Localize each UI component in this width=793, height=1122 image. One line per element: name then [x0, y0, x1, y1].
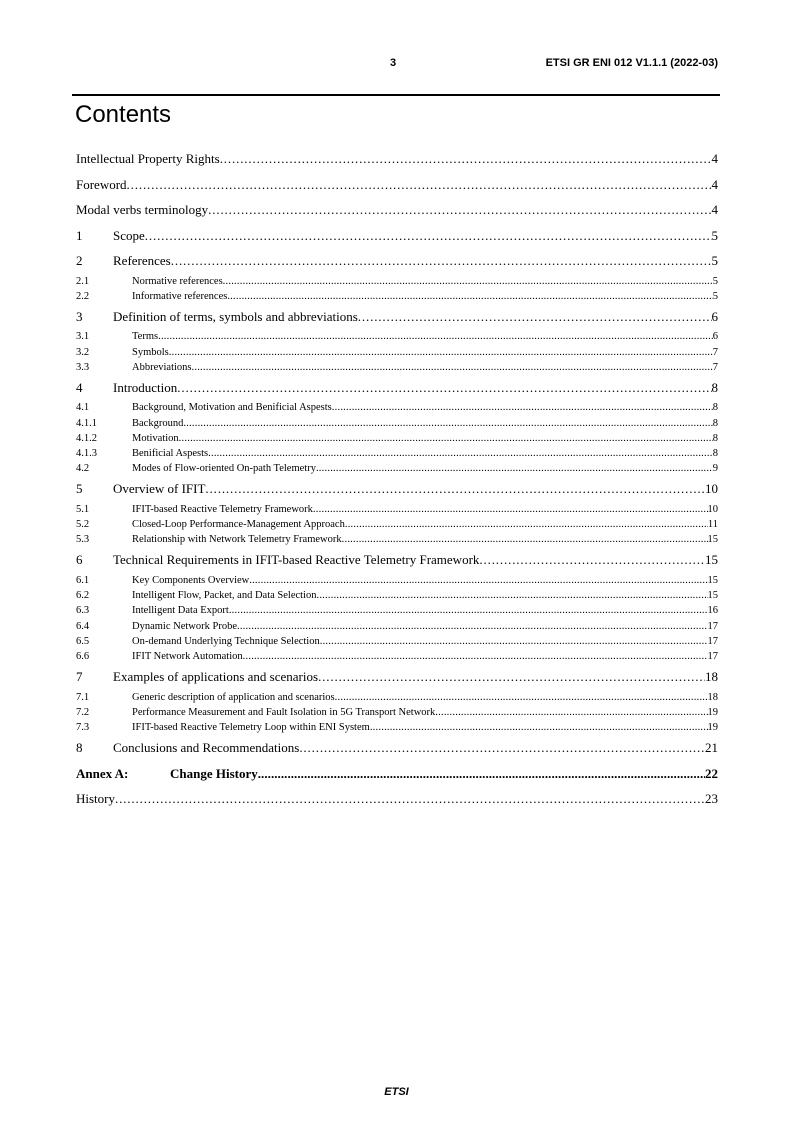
- toc-entry-number: 3.2: [76, 346, 90, 358]
- toc-entry-title[interactable]: Abbreviations: [132, 361, 192, 373]
- toc-entry-number: 2: [76, 253, 83, 268]
- toc-dot-leader: [332, 400, 713, 415]
- toc-entry[interactable]: [76, 304, 718, 330]
- toc-entry-page: 7: [712, 346, 718, 358]
- toc-entry-title[interactable]: Terms: [132, 331, 159, 343]
- toc-entry[interactable]: [76, 274, 718, 289]
- toc-entry-title[interactable]: Informative references: [132, 290, 228, 302]
- toc-dot-leader: [208, 446, 713, 461]
- toc-entry[interactable]: [76, 532, 718, 547]
- toc-dot-leader: [370, 720, 708, 735]
- toc-entry-number: 4.2: [76, 463, 90, 475]
- toc-dot-leader: [342, 532, 708, 547]
- toc-entry-number: 5.2: [76, 519, 90, 531]
- toc-entry-page: 4: [711, 202, 718, 217]
- toc-dot-leader: [229, 603, 708, 618]
- toc-entry-page: 18: [705, 669, 718, 685]
- toc-entry-title[interactable]: Intelligent Flow, Packet, and Data Selection: [132, 590, 317, 602]
- toc-entry-title[interactable]: On-demand Underlying Technique Selection: [132, 635, 320, 647]
- toc-entry-page: 17: [707, 650, 718, 662]
- toc-entry-number: 4.1.3: [76, 448, 97, 459]
- toc-entry-number: 8: [76, 740, 83, 756]
- toc-dot-leader: [223, 274, 713, 289]
- toc-dot-leader: [145, 223, 712, 249]
- toc-entry[interactable]: [76, 786, 718, 812]
- toc-entry-title[interactable]: Scope: [113, 227, 145, 243]
- toc-entry[interactable]: [76, 431, 718, 446]
- toc-dot-leader: [237, 619, 708, 634]
- toc-entry-title[interactable]: Technical Requirements in IFIT-based Reactive Telemetry Framework: [113, 552, 480, 568]
- toc-entry-number: 4.1.2: [76, 432, 97, 444]
- toc-entry-page: 5: [711, 253, 718, 268]
- toc-entry-number: 4: [76, 379, 83, 395]
- toc-entry-title[interactable]: Change History: [170, 765, 258, 781]
- toc-entry[interactable]: [76, 476, 718, 502]
- toc-entry-number: 6.2: [76, 590, 90, 602]
- toc-entry-page: 15: [705, 552, 718, 568]
- toc-entry[interactable]: [76, 761, 718, 787]
- toc-dot-leader: [227, 289, 712, 304]
- toc-entry-page: 16: [707, 605, 718, 617]
- toc-dot-leader: [479, 547, 705, 573]
- toc-entry-page: 8: [712, 432, 718, 444]
- toc-entry-number: 1: [76, 227, 83, 243]
- toc-entry-page: 19: [707, 721, 718, 733]
- toc-dot-leader: [345, 517, 708, 532]
- toc-entry[interactable]: [76, 603, 718, 618]
- toc-entry-page: 6: [712, 331, 718, 343]
- toc-entry[interactable]: [76, 172, 718, 198]
- toc-entry[interactable]: [76, 289, 718, 304]
- toc-entry-number: 3: [76, 308, 83, 324]
- toc-entry-page: 15: [707, 534, 718, 546]
- toc-entry-title[interactable]: Examples of applications and scenarios: [113, 669, 319, 685]
- toc-dot-leader: [171, 248, 712, 274]
- toc-entry[interactable]: [76, 547, 718, 573]
- toc-dot-leader: [299, 735, 705, 761]
- toc-entry-page: 11: [707, 519, 718, 531]
- toc-entry-number: 4.1.1: [76, 417, 97, 429]
- toc-entry[interactable]: [76, 416, 718, 431]
- toc-entry-page: 15: [707, 590, 718, 602]
- toc-entry-page: 19: [707, 706, 718, 718]
- toc-entry[interactable]: [76, 720, 718, 735]
- toc-entry[interactable]: [76, 517, 718, 532]
- toc-entry-title[interactable]: Introduction: [113, 379, 178, 395]
- toc-entry-title[interactable]: IFIT-based Reactive Telemetry Loop within ENI System: [132, 721, 370, 733]
- table-of-contents: [76, 146, 718, 812]
- toc-entry[interactable]: [76, 664, 718, 690]
- toc-entry-title[interactable]: Conclusions and Recommendations: [113, 740, 300, 756]
- toc-entry-page: 4: [711, 176, 718, 192]
- toc-entry-title[interactable]: Performance Measurement and Fault Isolation in 5G Transport Network: [132, 706, 436, 718]
- toc-entry[interactable]: [76, 461, 718, 476]
- toc-entry-page: 17: [707, 620, 718, 632]
- toc-dot-leader: [192, 360, 713, 375]
- toc-dot-leader: [316, 588, 707, 603]
- toc-entry[interactable]: [76, 634, 718, 649]
- toc-entry-title[interactable]: Intelligent Data Export: [132, 605, 229, 617]
- toc-entry-number: 7.1: [76, 691, 90, 703]
- toc-dot-leader: [335, 690, 708, 705]
- toc-entry[interactable]: [76, 690, 718, 705]
- toc-entry-page: 6: [711, 308, 718, 324]
- toc-entry[interactable]: [76, 705, 718, 720]
- toc-entry-page: 22: [705, 765, 718, 781]
- toc-entry-page: 15: [707, 574, 718, 586]
- toc-entry-page: 10: [705, 481, 718, 497]
- toc-entry-number: 5.3: [76, 534, 90, 546]
- toc-entry[interactable]: [76, 446, 718, 461]
- toc-dot-leader: [158, 329, 713, 344]
- toc-entry[interactable]: [76, 649, 718, 664]
- toc-entry[interactable]: [76, 400, 718, 415]
- toc-entry[interactable]: [76, 329, 718, 344]
- toc-dot-leader: [320, 634, 708, 649]
- toc-dot-leader: [177, 375, 711, 401]
- toc-entry-page: 18: [707, 691, 718, 703]
- toc-entry-title[interactable]: Symbols: [132, 346, 169, 358]
- document-reference: ETSI GR ENI 012 V1.1.1 (2022-03): [545, 57, 718, 69]
- toc-entry[interactable]: [76, 223, 718, 249]
- toc-entry-number: 2.1: [76, 275, 90, 287]
- toc-dot-leader: [358, 304, 712, 330]
- toc-entry-page: 10: [707, 503, 718, 515]
- toc-entry-number: 6.5: [76, 635, 90, 647]
- toc-entry[interactable]: [76, 360, 718, 375]
- toc-dot-leader: [169, 345, 713, 360]
- toc-entry[interactable]: [76, 588, 718, 603]
- toc-dot-leader: [208, 197, 711, 223]
- toc-dot-leader: [115, 786, 705, 812]
- toc-entry-number: 3.3: [76, 361, 90, 373]
- toc-entry-title[interactable]: Modal verbs terminology: [76, 202, 209, 217]
- toc-entry-number: 7.2: [76, 706, 90, 718]
- toc-entry-title[interactable]: Closed-Loop Performance-Management Approach: [132, 519, 345, 531]
- toc-entry[interactable]: [76, 146, 718, 172]
- toc-entry-title[interactable]: Definition of terms, symbols and abbreviations: [113, 308, 358, 324]
- toc-entry[interactable]: [76, 735, 718, 761]
- toc-entry-page: 4: [711, 151, 718, 166]
- toc-dot-leader: [318, 664, 705, 690]
- toc-entry-title[interactable]: Background: [132, 417, 184, 429]
- toc-entry-page: 21: [705, 740, 718, 756]
- toc-entry-number: Annex A:: [76, 765, 129, 781]
- toc-entry-title[interactable]: Foreword: [76, 176, 127, 192]
- toc-dot-leader: [243, 649, 708, 664]
- toc-entry[interactable]: [76, 248, 718, 274]
- toc-entry-page: 8: [712, 417, 718, 429]
- toc-entry-title[interactable]: History: [76, 791, 115, 807]
- toc-entry-title[interactable]: IFIT-based Reactive Telemetry Framework: [132, 503, 313, 515]
- toc-entry-number: 6.4: [76, 620, 90, 632]
- toc-entry-page: 5: [712, 275, 718, 287]
- toc-dot-leader: [183, 416, 712, 431]
- page-number: 3: [390, 57, 397, 69]
- toc-entry[interactable]: [76, 502, 718, 517]
- header-rule: [72, 94, 720, 96]
- toc-dot-leader: [127, 172, 712, 198]
- toc-entry-number: 2.2: [76, 290, 90, 302]
- toc-entry-number: 6: [76, 552, 83, 568]
- toc-entry-number: 6.6: [76, 650, 90, 662]
- toc-entry-page: 7: [712, 361, 718, 373]
- toc-entry-number: 7: [76, 669, 83, 685]
- toc-dot-leader: [313, 502, 708, 517]
- toc-entry-page: 5: [712, 290, 718, 302]
- toc-entry-page: 5: [711, 227, 718, 243]
- toc-entry-number: 7.3: [76, 721, 90, 733]
- toc-dot-leader: [249, 573, 707, 588]
- toc-entry-number: 6.3: [76, 605, 90, 617]
- toc-entry[interactable]: [76, 619, 718, 634]
- toc-entry-title[interactable]: Intellectual Property Rights: [76, 151, 220, 166]
- toc-entry-title[interactable]: Key Components Overview: [132, 574, 250, 586]
- toc-entry-title[interactable]: References: [113, 253, 171, 268]
- toc-dot-leader: [435, 705, 707, 720]
- toc-entry-page: 8: [712, 402, 718, 414]
- toc-entry-page: 9: [712, 463, 718, 475]
- toc-entry-title[interactable]: Overview of IFIT: [113, 481, 206, 497]
- toc-entry-page: 17: [707, 635, 718, 647]
- toc-entry-number: 5.1: [76, 503, 90, 515]
- toc-entry-title[interactable]: Relationship with Network Telemetry Framework: [132, 534, 342, 546]
- toc-entry-number: 3.1: [76, 331, 90, 343]
- toc-entry-page: 23: [705, 791, 718, 807]
- contents-heading: Contents: [75, 101, 172, 128]
- toc-dot-leader: [179, 431, 713, 446]
- toc-entry-title[interactable]: Dynamic Network Probe: [132, 620, 237, 632]
- toc-entry-title[interactable]: IFIT Network Automation: [132, 650, 243, 662]
- toc-entry-page: 8: [711, 379, 718, 395]
- toc-entry[interactable]: [76, 573, 718, 588]
- toc-entry-title[interactable]: Normative references: [132, 275, 223, 287]
- toc-entry-number: 6.1: [76, 574, 90, 586]
- toc-dot-leader: [316, 461, 713, 476]
- toc-entry[interactable]: [76, 197, 718, 223]
- toc-entry-number: 5: [76, 481, 83, 497]
- toc-entry-title[interactable]: Modes of Flow-oriented On-path Telemetry: [132, 463, 316, 475]
- toc-entry-page: 8: [712, 448, 718, 459]
- toc-entry-number: 4.1: [76, 402, 90, 414]
- toc-entry-title[interactable]: Benificial Aspests: [132, 448, 209, 459]
- toc-dot-leader: [205, 476, 705, 502]
- toc-dot-leader: [220, 146, 712, 172]
- toc-entry[interactable]: [76, 375, 718, 401]
- toc-entry-title[interactable]: Motivation: [132, 432, 179, 444]
- toc-entry-title[interactable]: Generic description of application and scenarios: [132, 691, 335, 703]
- toc-entry-title[interactable]: Background, Motivation and Benificial Aspests: [132, 402, 332, 414]
- toc-dot-leader: [258, 761, 705, 787]
- footer-etsi: ETSI: [384, 1086, 409, 1098]
- toc-entry[interactable]: [76, 345, 718, 360]
